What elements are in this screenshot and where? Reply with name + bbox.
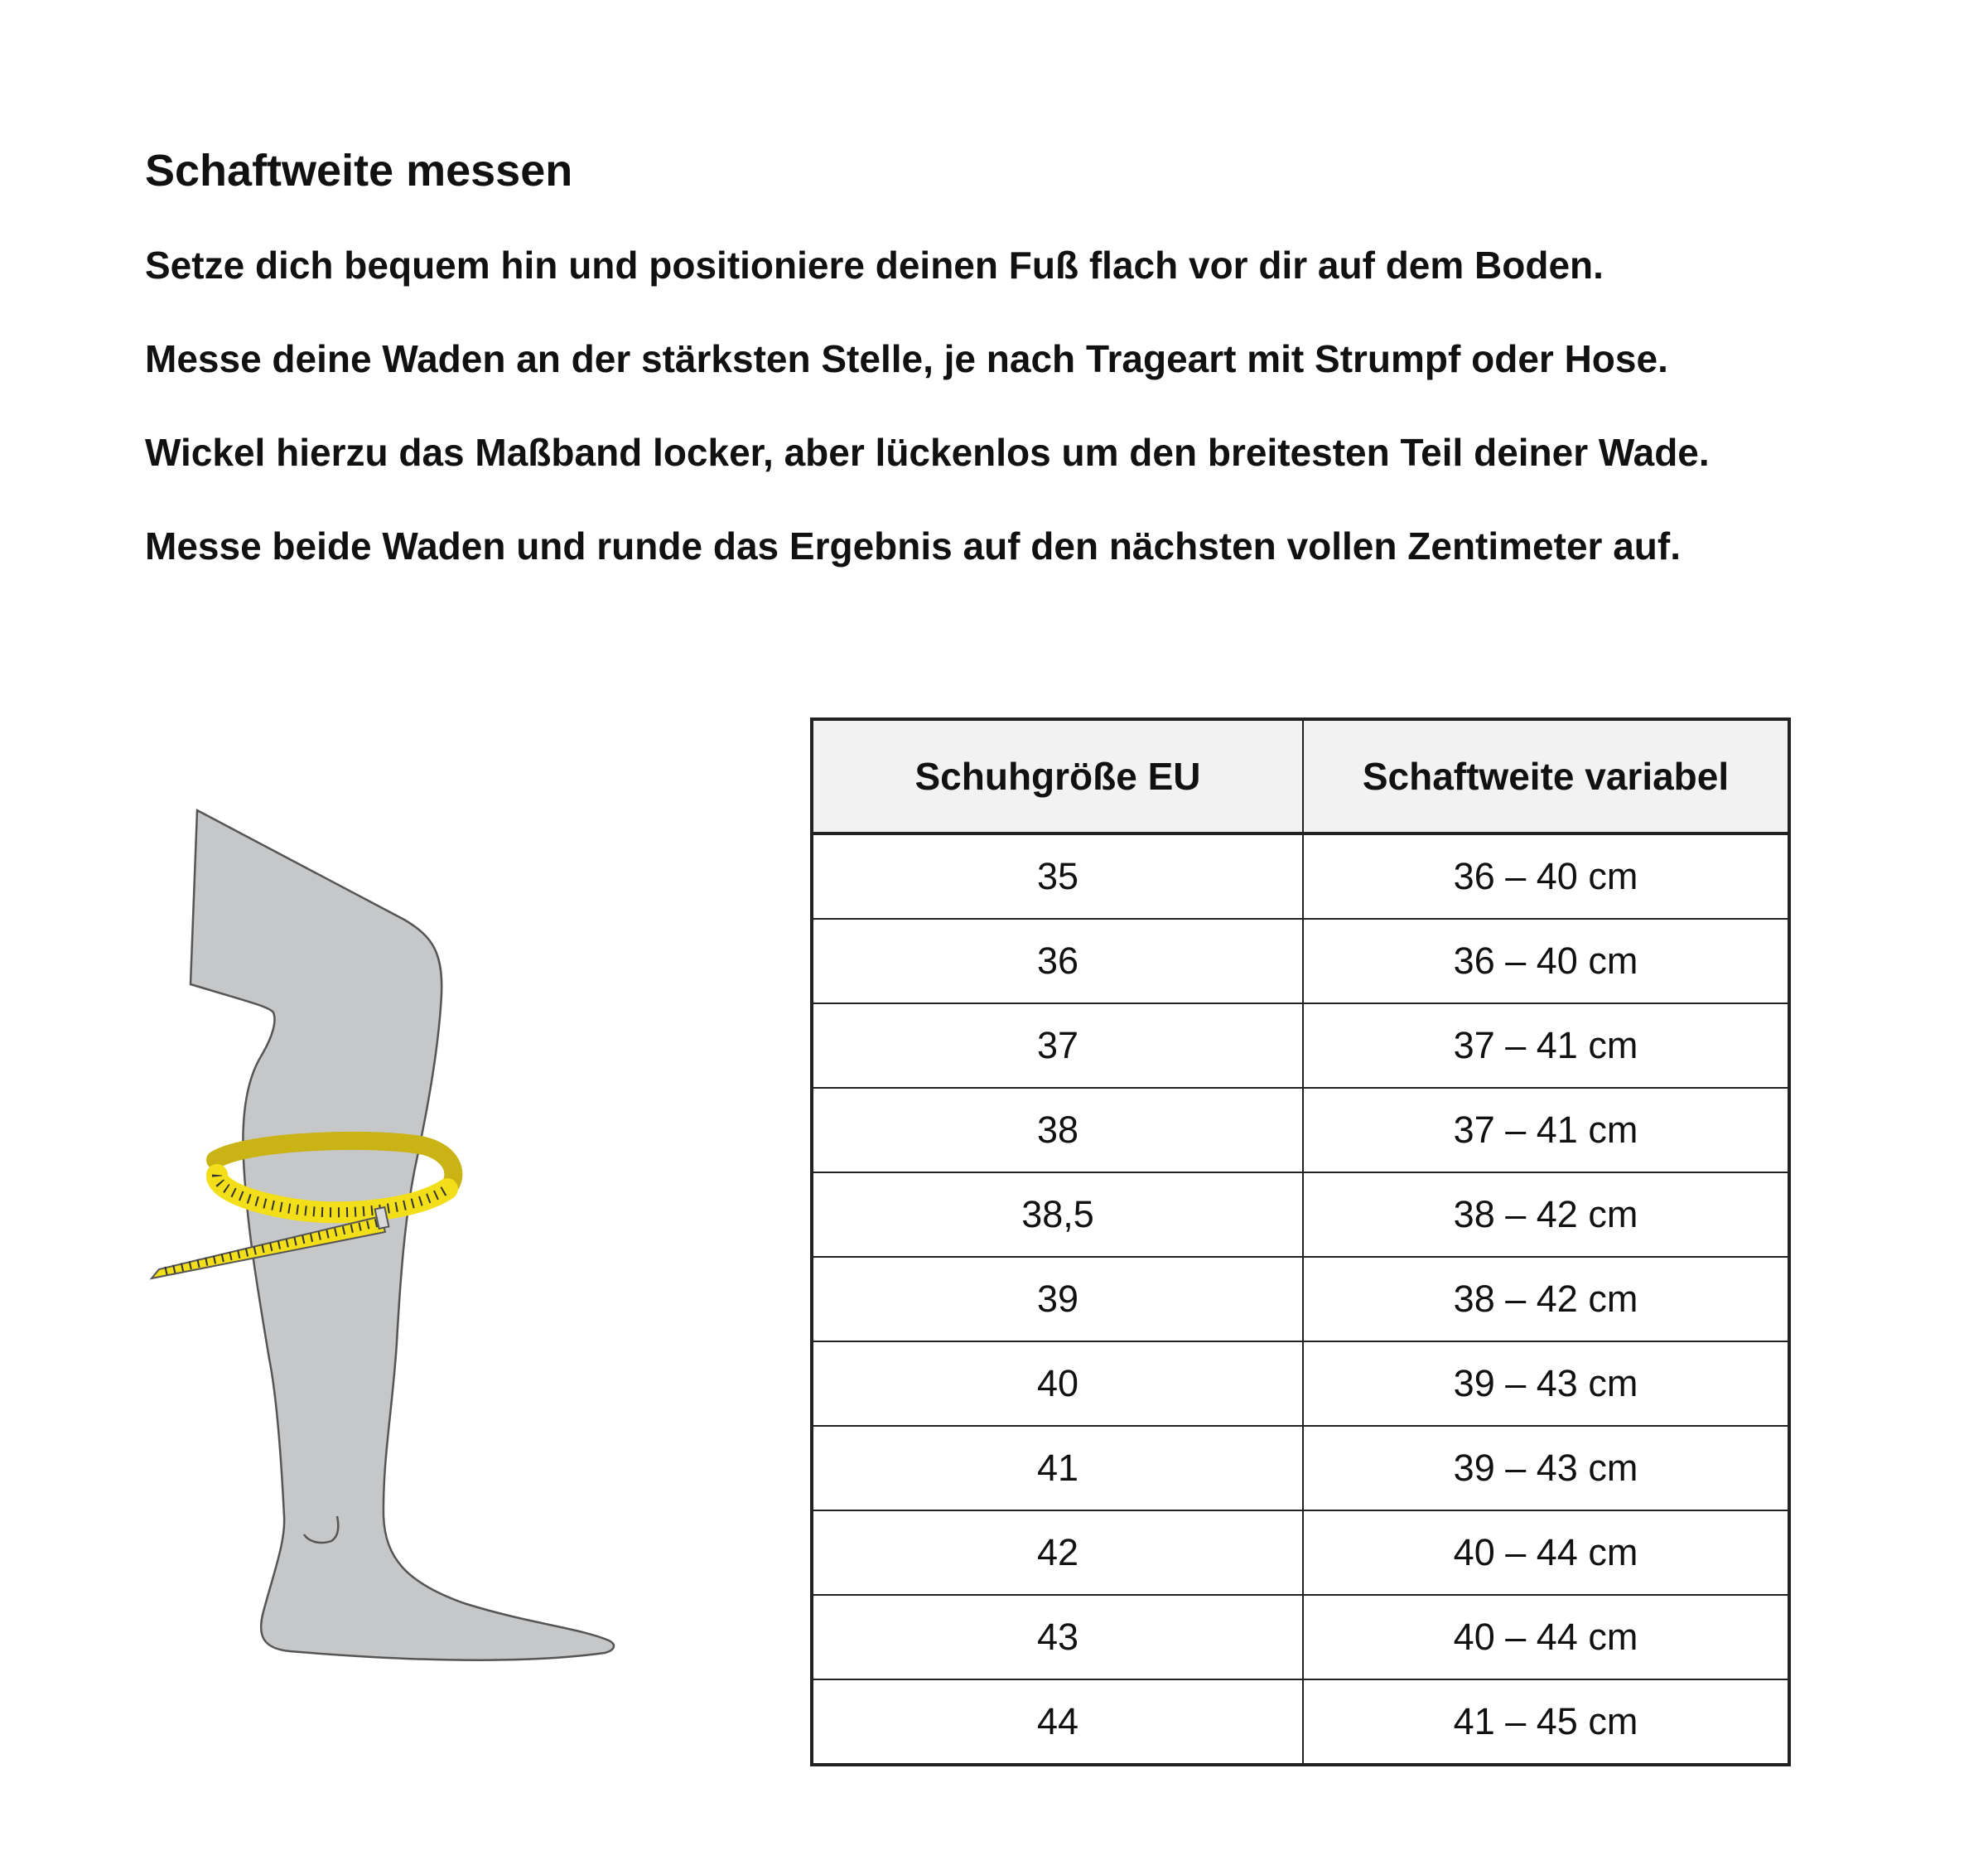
table-row (812, 1426, 1789, 1510)
shoe-size-cell: 43 (812, 1595, 1303, 1679)
shoe-size-cell: 35 (812, 833, 1303, 919)
shoe-size-cell: 41 (812, 1426, 1303, 1510)
table-row (812, 1595, 1789, 1679)
shoe-size-cell: 36 (812, 919, 1303, 1003)
instruction-list (145, 240, 1710, 615)
shoe-size-cell: 38 (812, 1088, 1303, 1172)
shoe-size-cell: 40 (812, 1341, 1303, 1426)
shaft-width-cell: 40 – 44 cm (1303, 1510, 1789, 1595)
column-header-shoe-size: Schuhgröße EU (812, 719, 1303, 833)
shoe-size-cell: 37 (812, 1003, 1303, 1088)
shoe-size-cell: 42 (812, 1510, 1303, 1595)
instruction-item: Setze dich bequem hin und positioniere deinen Fuß flach vor dir auf dem Boden. (145, 244, 1604, 287)
table-row (812, 919, 1789, 1003)
shaft-width-cell: 37 – 41 cm (1303, 1003, 1789, 1088)
table-row (812, 1172, 1789, 1257)
table-row (812, 1257, 1789, 1341)
shaft-width-cell: 38 – 42 cm (1303, 1172, 1789, 1257)
column-header-shaft-width: Schaftweite variabel (1303, 719, 1789, 833)
table-row (812, 1341, 1789, 1426)
table-header-row (812, 719, 1789, 833)
leg-silhouette (191, 810, 614, 1660)
page-title: Schaftweite messen (145, 146, 573, 196)
instruction-item: Messe deine Waden an der stärksten Stelle, je nach Trageart mit Strumpf oder Hose. (145, 337, 1668, 380)
table-row (812, 1510, 1789, 1595)
shaft-width-cell: 37 – 41 cm (1303, 1088, 1789, 1172)
table-row (812, 1003, 1789, 1088)
shaft-width-cell: 36 – 40 cm (1303, 919, 1789, 1003)
table-row (812, 833, 1789, 919)
instruction-item: Wickel hierzu das Maßband locker, aber lückenlos um den breitesten Teil deiner Wade. (145, 431, 1710, 474)
size-table (810, 717, 1791, 1766)
shaft-width-cell: 40 – 44 cm (1303, 1595, 1789, 1679)
leg-measuring-tape-icon (133, 795, 630, 1674)
shaft-width-cell: 38 – 42 cm (1303, 1257, 1789, 1341)
instruction-item: Messe beide Waden und runde das Ergebnis auf den nächsten vollen Zentimeter auf. (145, 524, 1681, 568)
table-row (812, 1088, 1789, 1172)
shaft-width-cell: 36 – 40 cm (1303, 833, 1789, 919)
shaft-width-cell: 41 – 45 cm (1303, 1679, 1789, 1765)
shaft-width-cell: 39 – 43 cm (1303, 1341, 1789, 1426)
shoe-size-cell: 44 (812, 1679, 1303, 1765)
shaft-width-cell: 39 – 43 cm (1303, 1426, 1789, 1510)
shoe-size-cell: 39 (812, 1257, 1303, 1341)
shoe-size-cell: 38,5 (812, 1172, 1303, 1257)
table-row (812, 1679, 1789, 1765)
